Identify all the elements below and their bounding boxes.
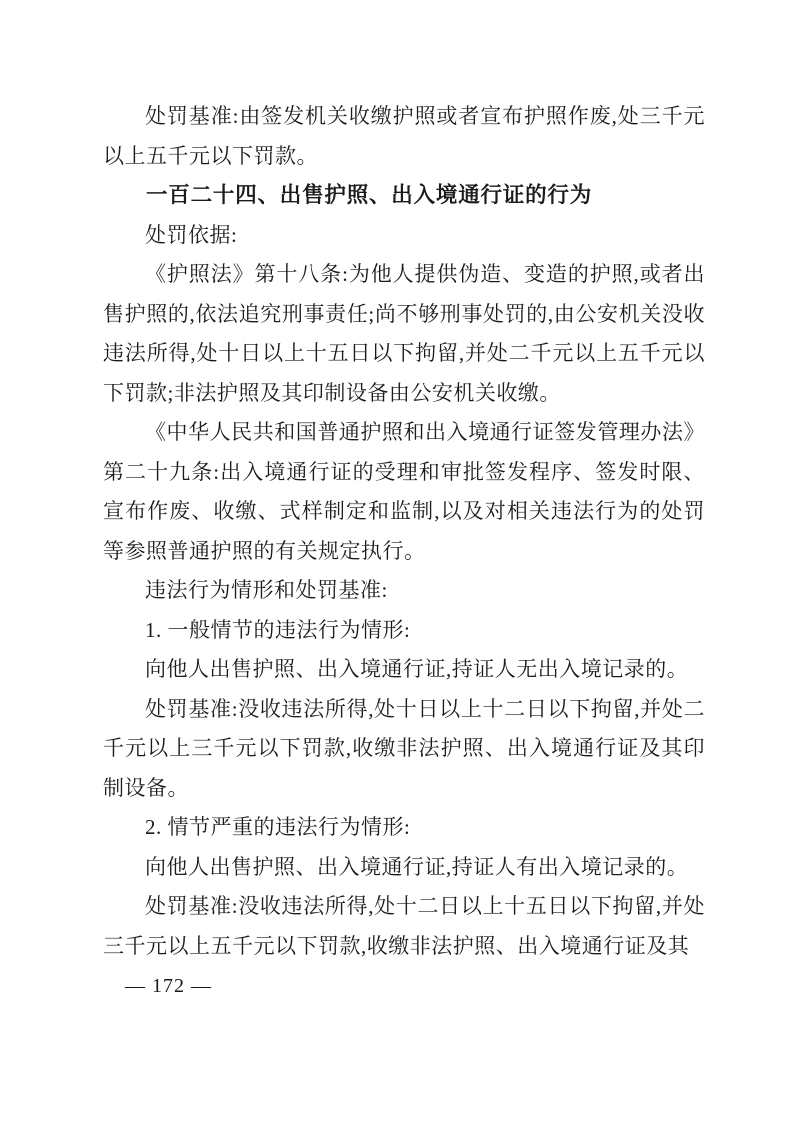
paragraph-violation-and-basis-label: 违法行为情形和处罚基准:	[145, 578, 388, 602]
paragraph-penalty-basis: 处罚基准:由签发机关收缴护照或者宣布护照作废,处三千元以上五千元以下罚款。	[103, 104, 705, 168]
paragraph-penalty-grounds-label: 处罚依据:	[145, 222, 238, 247]
paragraph-case2-penalty: 处罚基准:没收违法所得,处十二日以上十五日以下拘留,并处三千元以上五千元以下罚款,收缴非法护照、出入境通行证及其	[103, 894, 705, 958]
section-heading: 一百二十四、出售护照、出入境通行证的行为	[146, 183, 593, 207]
paragraph-issuance-measures-article29: 《中华人民共和国普通护照和出入境通行证签发管理办法》第二十九条:出入境通行证的受理和审批签发程序、签发时限、宣布作废、收缴、式样制定和监制,以及对相关违法行为的处罚等参照普通护照的有关规定执行。	[103, 420, 705, 563]
paragraph-case2-circumstance: 向他人出售护照、出入境通行证,持证人有出入境记录的。	[145, 854, 689, 879]
paragraph-case1-circumstance: 向他人出售护照、出入境通行证,持证人无出入境记录的。	[145, 657, 689, 681]
text-column	[103, 97, 705, 966]
paragraph-case1-penalty: 处罚基准:没收违法所得,处十日以上十二日以下拘留,并处二千元以上三千元以下罚款,收缴非法护照、出入境通行证及其印制设备。	[103, 696, 705, 800]
paragraph-passport-law-article18: 《护照法》第十八条:为他人提供伪造、变造的护照,或者出售护照的,依法追究刑事责任;尚不够刑事处罚的,由公安机关没收违法所得,处十日以上十五日以下拘留,并处二千元以上五千元以下罚款;非法护照及其印制设备由公安机关收缴。	[103, 262, 705, 405]
list-item-2: 2. 情节严重的违法行为情形:	[145, 815, 411, 839]
page-number: — 172 —	[125, 975, 212, 997]
list-item-1: 1. 一般情节的违法行为情形:	[145, 617, 411, 642]
